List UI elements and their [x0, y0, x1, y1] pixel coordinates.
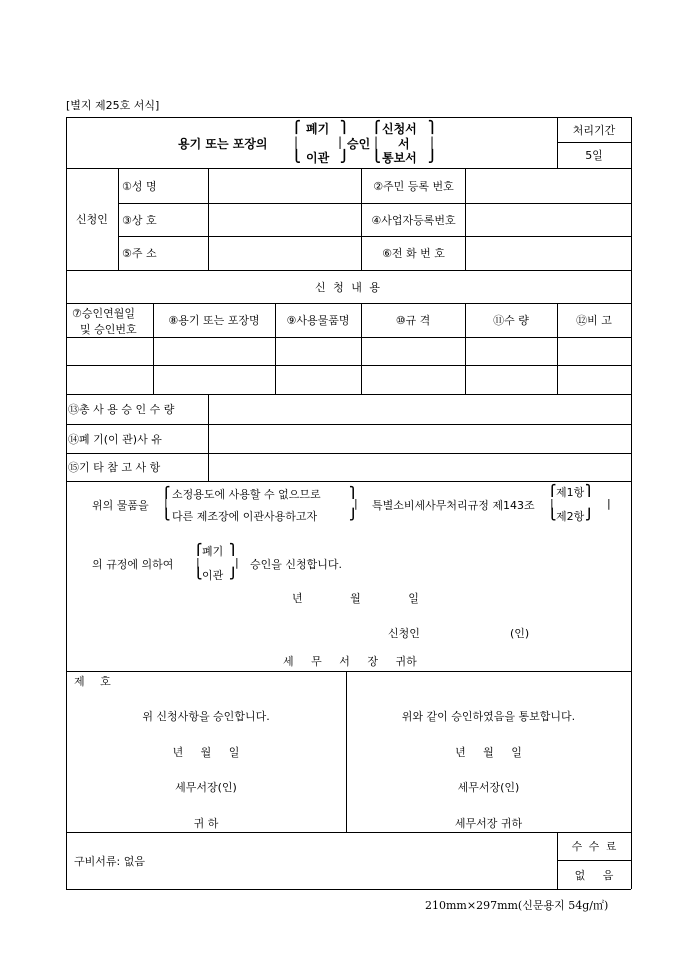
- request-header: 신 청 내 용: [315, 280, 382, 294]
- fee-label: 수 수 료: [571, 840, 617, 853]
- business-no-input[interactable]: [466, 204, 630, 235]
- name-input[interactable]: [209, 169, 360, 202]
- decision-left-date: 년 월 일: [172, 746, 240, 759]
- address-input[interactable]: [209, 237, 360, 269]
- decl-applicant: 신청인: [388, 627, 420, 640]
- decision-left-official: 세무서장(인): [175, 781, 237, 794]
- decision-right-addressee: 세무서장 귀하: [454, 817, 523, 830]
- footer-documents: 구비서류: 없음: [74, 854, 145, 868]
- decl-date: 년 월 일: [292, 592, 419, 605]
- field-name-label: [122, 168, 202, 203]
- col-8-header: ⑧용기 또는 포장명: [168, 314, 260, 327]
- total-quantity-input[interactable]: [209, 395, 630, 423]
- col-7-line2: 및 승인번호: [80, 323, 137, 336]
- field-trade-text: ③상 호: [122, 213, 157, 227]
- col-11-header: ⑪수 량: [493, 314, 529, 327]
- title-bracket-1: ⎧: [292, 120, 301, 134]
- field-trade-label: [122, 203, 202, 236]
- row-14-label: ⑭폐 기(이 관)사 유: [68, 432, 162, 446]
- decl-addressee: 세 무 서 장 귀하: [283, 655, 417, 668]
- row-15-label: ⑮기 타 참 고 사 항: [68, 461, 161, 474]
- title-prefix: 용기 또는 포장의: [178, 137, 268, 151]
- col-9-header: ⑨사용물품명: [286, 314, 350, 327]
- field-address-text: ⑤주 소: [122, 247, 157, 260]
- field-name-text: ①성 명: [122, 179, 157, 193]
- decl-line2-suffix: 승인을 신청합니다.: [250, 558, 343, 571]
- decision-right-text: 위와 같이 승인하였음을 통보합니다.: [401, 710, 576, 723]
- decl-reason2: 다른 제조장에 이관사용하고자: [172, 510, 318, 523]
- fee-value: 없 음: [574, 868, 614, 882]
- table-row[interactable]: [67, 338, 630, 364]
- title-opt2-bottom: 통보서: [382, 151, 417, 165]
- trade-input[interactable]: [209, 204, 360, 235]
- title-opt1-top: 폐기: [306, 122, 330, 136]
- decl-line1-prefix: 위의 물품을: [92, 499, 149, 512]
- decision-left-text: 위 신청사항을 승인합니다.: [142, 710, 270, 723]
- processing-value: 5일: [585, 149, 603, 162]
- decl-para1: 제1항: [556, 486, 585, 499]
- col-10-header: ⑩규 격: [395, 314, 431, 327]
- processing-label: 처리기간: [572, 123, 616, 137]
- table-row[interactable]: [67, 366, 630, 393]
- attachment-label: [별지 제25호 서식]: [66, 99, 160, 112]
- paper-spec: 210mm×297mm(신문용지 54g/㎡): [425, 899, 609, 912]
- decl-opt-bottom: 이관: [202, 569, 224, 582]
- field-address-label: [122, 236, 202, 270]
- title-middle: 승인: [347, 137, 371, 151]
- disposal-reason-input[interactable]: [209, 425, 630, 452]
- col-12-header: ⑫비 고: [576, 314, 612, 327]
- field-resident-no-label: ②주민 등록 번호: [373, 179, 454, 193]
- field-business-no-label: ④사업자등록번호: [371, 213, 456, 227]
- decision-left-addressee: 귀 하: [193, 817, 219, 830]
- title-opt2-top: 신청서: [382, 122, 417, 136]
- decision-right-official: 세무서장(인): [457, 781, 520, 794]
- col-7-line1: ⑦승인연월일: [72, 307, 135, 320]
- decl-line2-prefix: 의 규정에 의하여: [92, 558, 174, 571]
- decl-law: 특별소비세사무처리규정 제143조: [372, 499, 535, 512]
- decl-seal: (인): [510, 627, 530, 640]
- col-7-header: [66, 303, 153, 337]
- applicant-section-label: 신청인: [76, 213, 108, 226]
- title-opt1-bottom: 이관: [306, 151, 330, 165]
- title-opt2-mid: 서: [398, 137, 410, 151]
- resident-no-input[interactable]: [466, 169, 630, 202]
- decision-number-label: 제 호: [74, 675, 111, 688]
- other-notes-input[interactable]: [209, 454, 630, 480]
- phone-input[interactable]: [466, 237, 630, 269]
- decl-reason1: 소정용도에 사용할 수 없으므로: [172, 488, 321, 501]
- decl-opt-top: 폐기: [202, 545, 224, 558]
- row-13-label: ⑬총 사 용 승 인 수 량: [68, 403, 175, 416]
- decision-right-date: 년 월 일: [455, 746, 522, 759]
- decl-para2: 제2항: [556, 510, 585, 523]
- field-phone-label: ⑥전 화 번 호: [382, 247, 445, 260]
